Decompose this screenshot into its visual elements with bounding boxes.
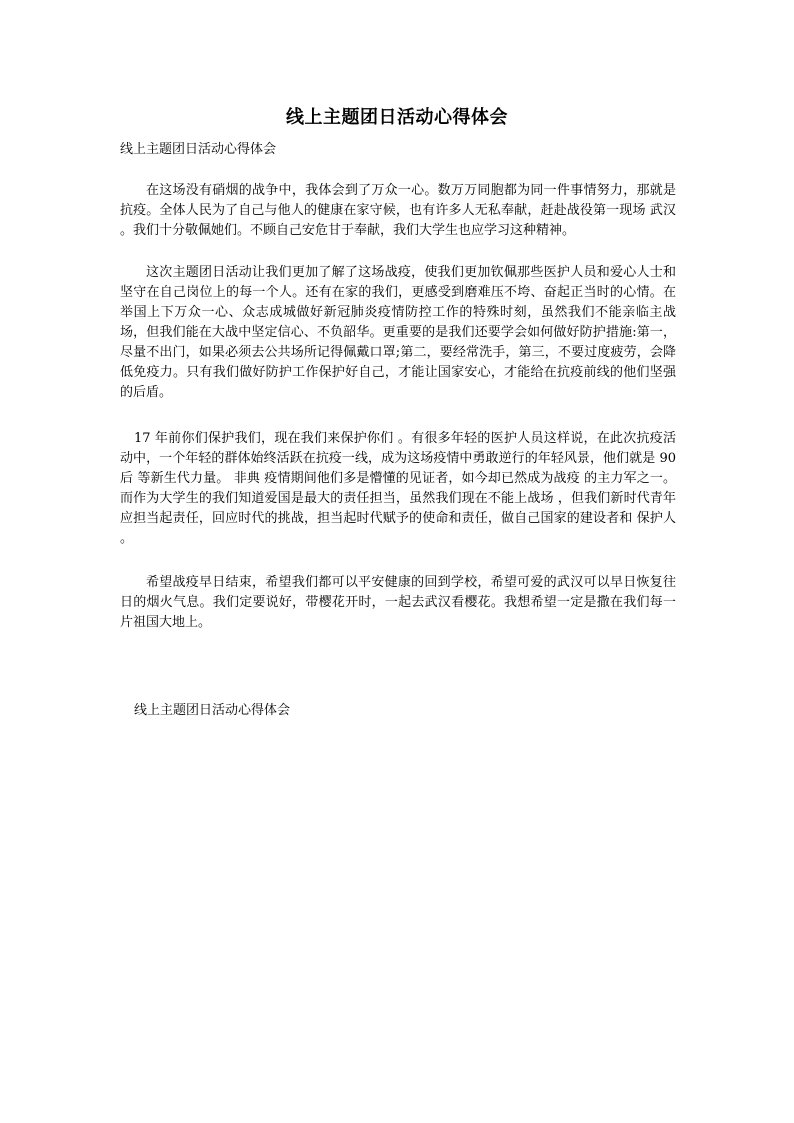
document-title: 线上主题团日活动心得体会 [286,107,508,128]
paragraph-4: 希望战疫早日结束，希望我们都可以平安健康的回到学校，希望可爱的武汉可以早日恢复往日的烟火气息。我们定要说好，带樱花开时，一起去武汉看樱花。我想希望一定是撒在我们每一片祖国大地上。 [120,575,676,630]
document-subtitle: 线上主题团日活动心得体会 [120,142,277,157]
paragraph-3: 17 年前你们保护我们，现在我们来保护你们 。有很多年轻的医护人员这样说，在此次抗疫活动中，一个年轻的群体始终活跃在抗疫一线，成为这场疫情中勇敢逆行的年轻风景，他们就是 90 后 等新生代力量。 非典 疫情期间他们多是懵懂的见证者，如今却已然成为战疫 的主力军之一。而作为大学生的我们知道爱国是最大的责任担当，虽然我们现在不能上战场 ，但我们新时代青年应担当起责任，回应时代的挑战，担当起时代赋予的使命和责任，做自己国家的建设者和 保护人 。 [120,431,676,546]
paragraph-1: 在这场没有硝烟的战争中，我体会到了万众一心。数万万同胞都为同一件事情努力，那就是抗疫。全体人民为了自己与他人的健康在家守候，也有许多人无私奉献，赶赴战役第一现场 武汉 。我们十分敬佩她们。不顾自己安危甘于奉献，我们大学生也应学习这种精神。 [120,183,676,238]
paragraph-2: 这次主题团日活动让我们更加了解了这场战疫，使我们更加钦佩那些医护人员和爱心人士和坚守在自己岗位上的每一个人。还有在家的我们，更感受到磨难压不垮、奋起正当时的心情。在举国上下万众一心、众志成城做好新冠肺炎疫情防控工作的特殊时刻，虽然我们不能亲临主战场，但我们能在大战中坚定信心、不负韶华。更重要的是我们还要学会如何做好防护措施:第一，尽量不出门，如果必须去公共场所记得佩戴口罩;第二，要经常洗手，第三，不要过度疲劳，会降低免疫力。只有我们做好防护工作保护好自己，才能让国家安心，才能给在抗疫前线的他们坚强的后盾。 [120,265,676,400]
footer-title: 线上主题团日活动心得体会 [134,703,291,718]
